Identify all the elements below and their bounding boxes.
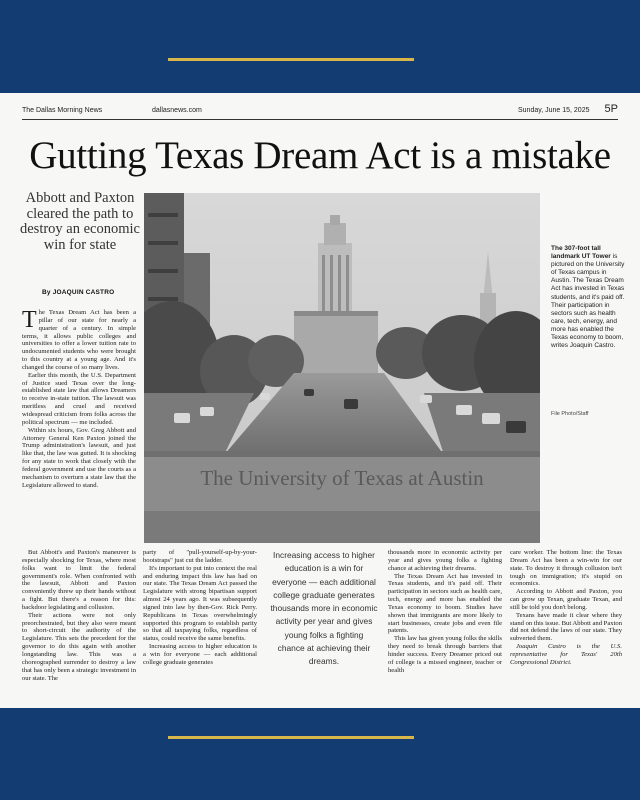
paragraph: Their actions were not only preorchestrated, but they also were meant to short-circuit the authority of the Legislature. This sets the precedent for the governor to do this again with another longstanding law. This was a choreographed surrender to destroy a law that has only been a strategic investment in our state. The [22,611,136,682]
paragraph: This law has given young folks the skills they need to break through barriers that hinder success. Every Dreamer priced out of college is a missed engineer, teacher or health [388,635,502,674]
top-border-band [0,0,640,93]
paragraph: The Texas Dream Act has been a pillar of our state for nearly a quarter of a century. In simple terms, it allows public colleges and universities to offer a lower tuition rate to undocumented students who were brought to this country at a young age. And it's changed the course of so many lives. [22,307,136,371]
publication-name: The Dallas Morning News [22,107,103,114]
top-gold-rule [168,58,414,61]
caption-body: is pictured on the University of Texas campus in Austin. The Texas Dream Act has invested in Texas students, and it's paid off. Their participation in sectors such as health care, tech, energy, and more has enabled the Texas economy to boom, writes Joaquin Castro. [551,253,625,350]
issue-date: Sunday, June 15, 2025 [518,107,590,114]
article-column-2 [143,549,257,667]
photo-illustration [144,193,540,543]
paragraph: According to Abbott and Paxton, you can grow up Texan, graduate Texan, and still be told you don't belong. [510,588,622,611]
paragraph: Within six hours, Gov. Greg Abbott and Attorney General Ken Paxton joined the Trump administration's lawsuit, and just like that, the law was gutted. It is shocking for any state to work that closely with the federal government and use the courts as a mechanism to overturn a state law that the Legislature allowed to stand. [22,426,136,489]
newspaper-page [0,93,640,708]
paragraph: thousands more in economic activity per year and gives young folks a fighting chance at achieving their dreams. [388,549,502,572]
article-column-1-bottom [22,549,136,682]
headline: Gutting Texas Dream Act is a mistake [29,134,611,177]
masthead [22,103,618,119]
paragraph: party of "pull-yourself-up-by-your-bootstraps" just cut the ladder. [143,549,257,564]
paragraph: Earlier this month, the U.S. Department of Justice sued Texas over the long-established state law that allows Dreamers to receive in-state tuition. The lawsuit was meritless and cruel and received widespread criticism from folks across the political spectrum — me included. [22,371,136,426]
ut-tower-photo [144,193,540,543]
website: dallasnews.com [152,107,202,114]
caption-lead: The 307-foot tall landmark UT Tower [551,245,611,261]
article-column-4 [388,549,502,675]
photo-caption [551,245,627,350]
paragraph: care worker. The bottom line: the Texas Dream Act has been a win-win for our state. To destroy it through collusion isn't tough on immigration; it's stupid on economics. [510,549,622,588]
bottom-gold-rule [168,736,414,739]
author-signoff: Joaquin Castro is the U.S. representative for Texas' 20th Congressional District. [510,643,622,666]
article-column-5 [510,549,622,667]
paragraph: The Texas Dream Act has invested in Texas students, and it's paid off. Their participation in sectors such as health care, tech, energy and more has enabled the Texas economy to boom. Studies have shown that immigrants are more likely to start businesses, create jobs and even file patents. [388,572,502,635]
paragraph: It's important to put into context the real and enduring impact this law has had on our state. The Texas Dream Act passed the Legislature with strong bipartisan support almost 24 years ago. It was subsequently signed into law by then-Gov. Rick Perry. Republicans in Texas overwhelmingly supported this program to establish parity so that all taxpaying folks, regardless of status, could receive the same benefits. [143,564,257,643]
pull-quote: Increasing access to higher education is a win for everyone — each additional college graduate generates thousands more in economic activity per year and gives young folks a fighting chance at achieving their dreams. [270,550,378,667]
bottom-border-band [0,708,640,800]
university-sign-text: The University of Texas at Austin [200,466,484,490]
deck-subheadline: Abbott and Paxton cleared the path to destroy an economic win for state [20,190,140,253]
photo-credit: File Photo/Staff [551,411,589,417]
byline: By JOAQUIN CASTRO [42,289,115,296]
masthead-rule [22,119,618,120]
paragraph: Increasing access to higher education is a win for everyone — each additional college graduate generates [143,643,257,666]
paragraph: Texans have made it clear where they stand on this issue. But Abbott and Paxton did not defend the laws of our state. They subverted them. [510,611,622,643]
article-column-1 [22,309,136,489]
page-number: 5P [604,103,618,115]
drop-cap: T [22,307,37,333]
paragraph: But Abbott's and Paxton's maneuver is especially shocking for Texas, where most folks want to limit the federal government's role. When confronted with the lawsuit, Abbott and Paxton conveniently threw up their hands without a fight. But there's a reason for this: backdoor legislating and collusion. [22,549,136,611]
